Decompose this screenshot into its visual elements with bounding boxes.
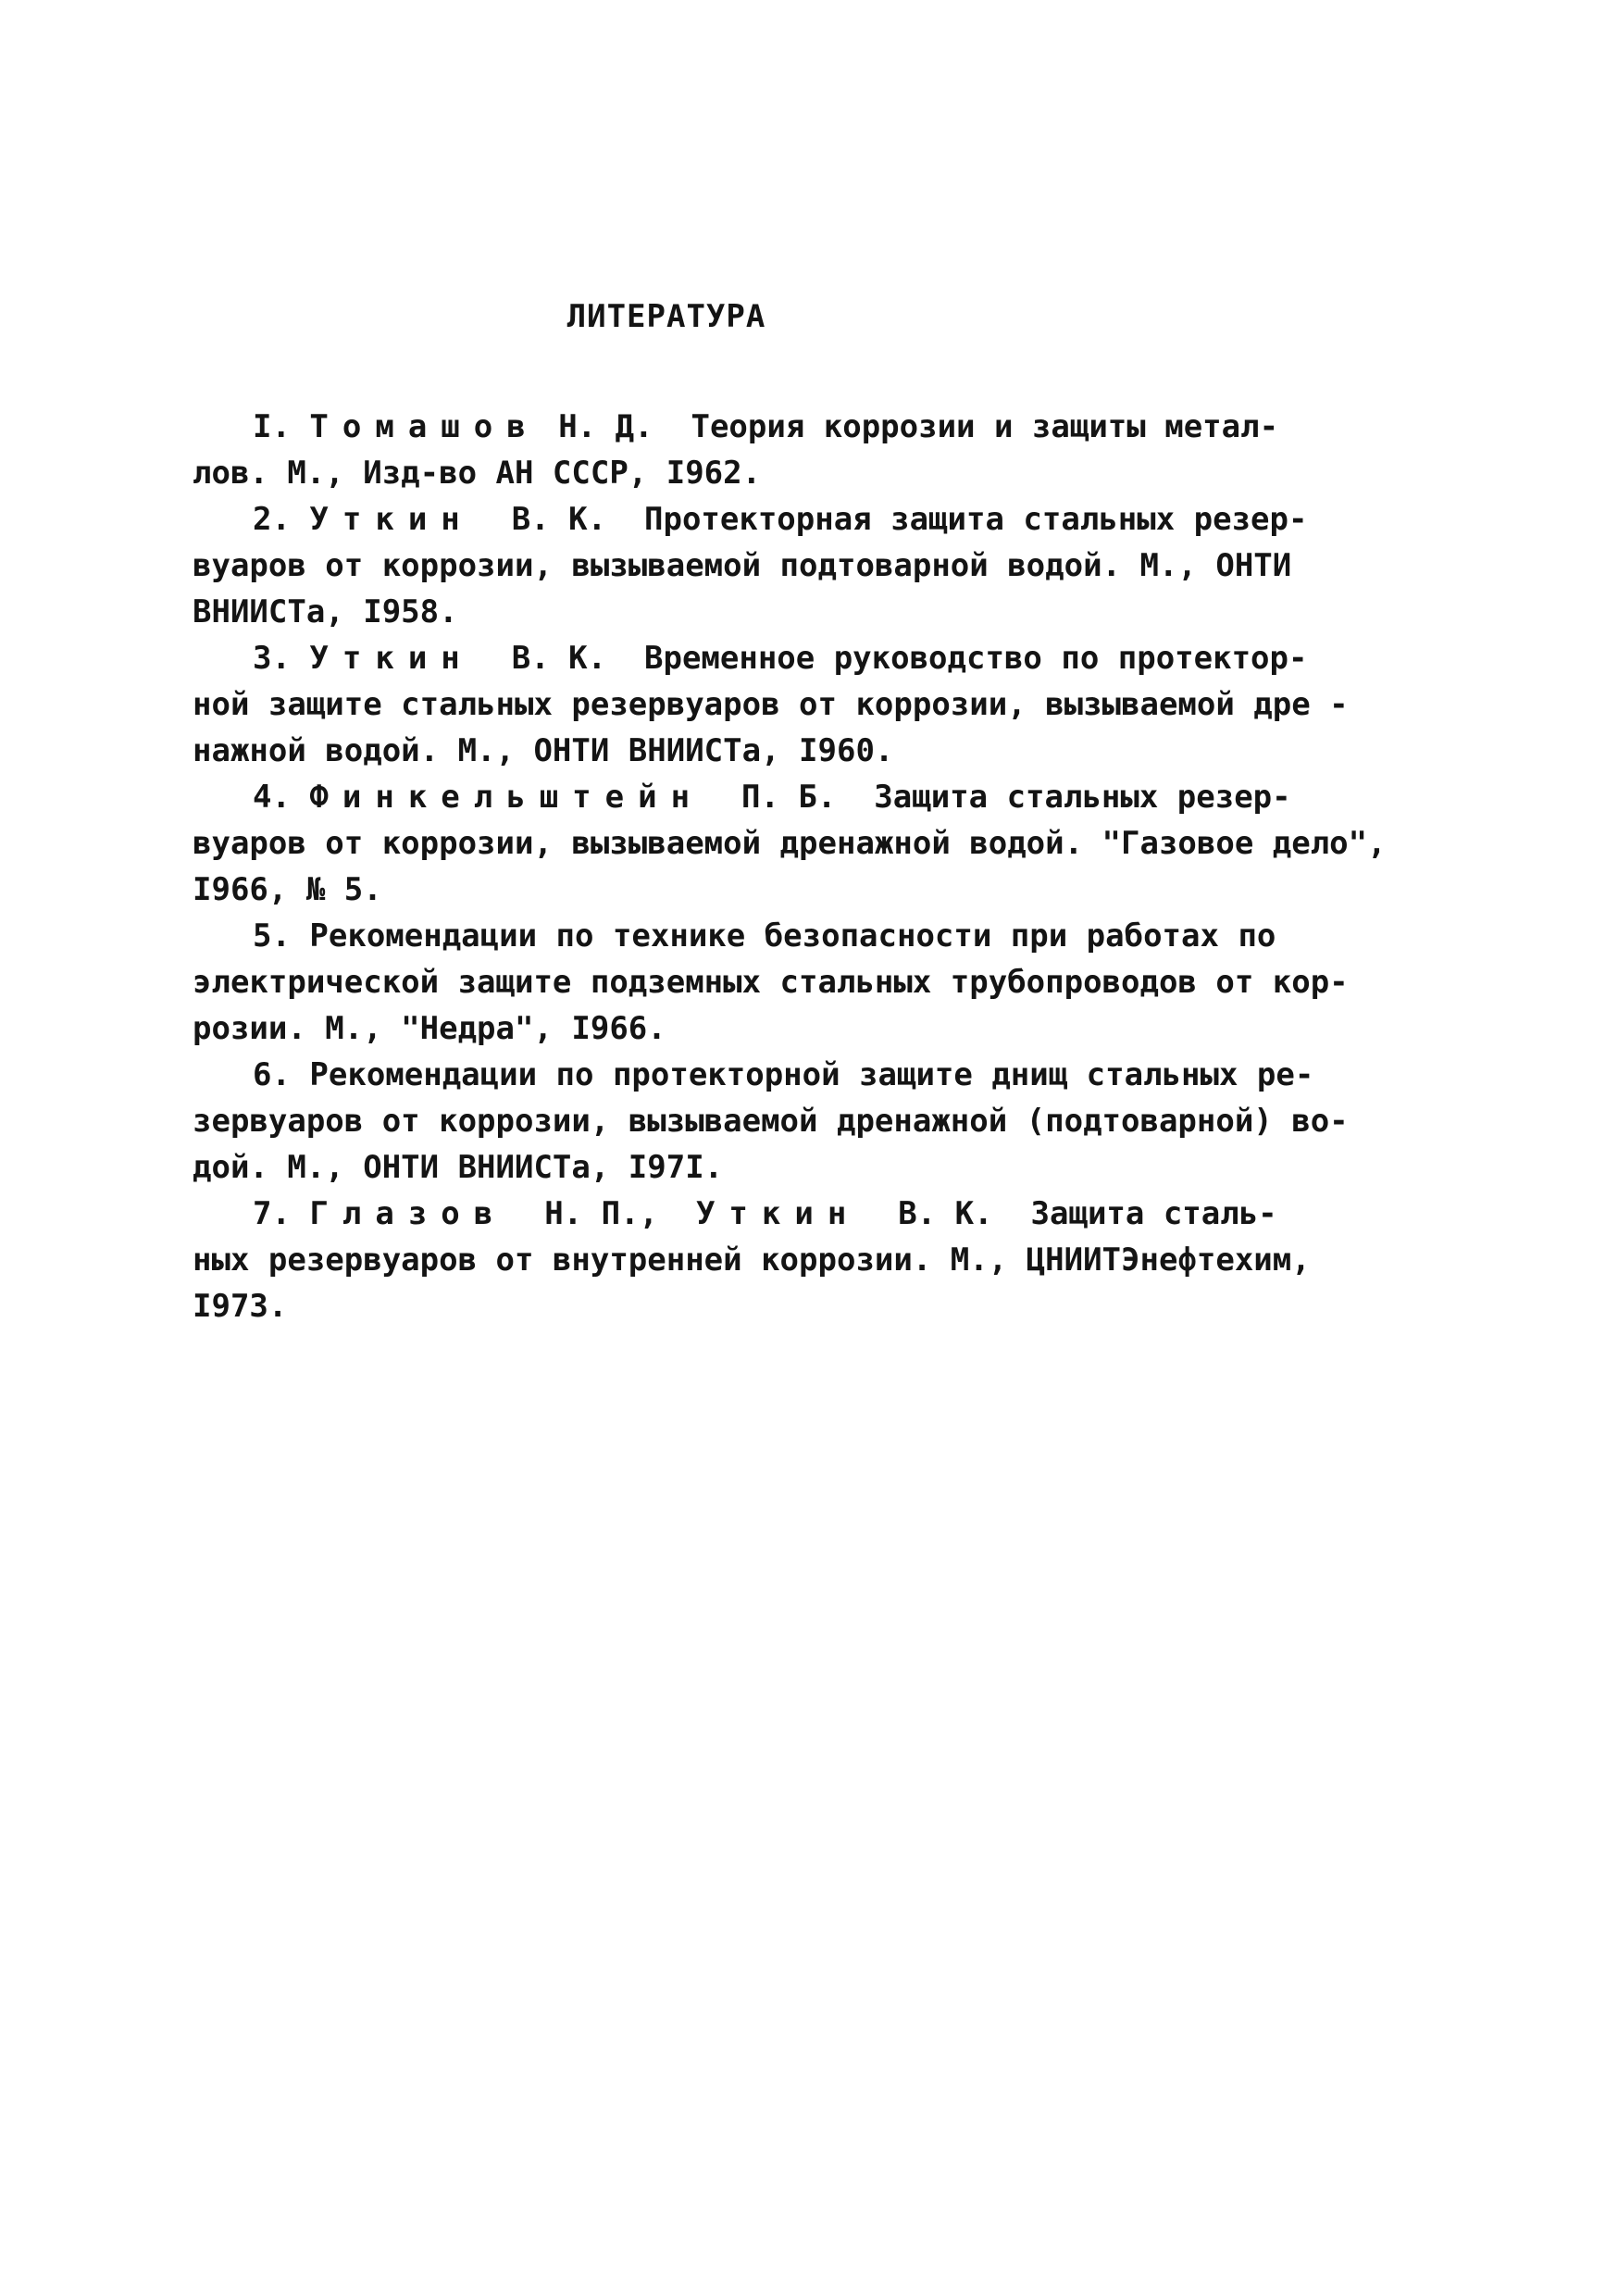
reference-number: 5. [253, 917, 310, 955]
reference-line: ной защите стальных резервуаров от коррозии, вызываемой дре - [193, 686, 1349, 723]
reference-line: вуаров от коррозии, вызываемой дренажной водой. "Газовое дело", [193, 825, 1387, 862]
reference-line: дой. М., ОНТИ ВНИИСТа, I97I. [193, 1149, 724, 1186]
reference-line: лов. М., Изд-во АН СССР, I962. [193, 455, 762, 492]
reference-author: Финкельштейн [309, 779, 704, 816]
reference-line [193, 774, 1396, 820]
reference-line: электрической защите подземных стальных трубопроводов от кор- [193, 964, 1349, 1001]
reference-line: розии. М., "Недра", I966. [193, 1010, 666, 1047]
reference-author: Уткин [309, 640, 474, 677]
reference-author: Томашов [309, 408, 540, 445]
reference-line: I966, № 5. [193, 871, 382, 908]
reference-item-1 [193, 404, 1396, 496]
reference-line [193, 404, 1396, 450]
reference-text: Н. П., [506, 1195, 696, 1232]
reference-number: 4. [253, 779, 310, 816]
reference-item-4 [193, 774, 1396, 913]
reference-number: 7. [253, 1195, 310, 1232]
reference-text: Рекомендации по технике безопасности при работах по [309, 917, 1276, 955]
reference-text: В. К. Временное руководство по протектор- [473, 640, 1308, 677]
reference-author: Глазов [309, 1195, 507, 1232]
reference-item-5 [193, 913, 1396, 1052]
reference-line [193, 1191, 1396, 1237]
reference-author: Уткин [309, 501, 474, 538]
reference-number: 6. [253, 1056, 310, 1093]
reference-text: В. К. Протекторная защита стальных резер- [473, 501, 1308, 538]
reference-item-2 [193, 496, 1396, 635]
reference-line: ВНИИСТа, I958. [193, 593, 458, 630]
reference-line [193, 635, 1396, 681]
reference-text: П. Б. Защита стальных резер- [703, 779, 1291, 816]
reference-item-6 [193, 1052, 1396, 1191]
reference-list [193, 404, 1396, 1329]
reference-item-3 [193, 635, 1396, 774]
page-title: ЛИТЕРАТУРА [566, 298, 766, 335]
reference-line [193, 1052, 1396, 1098]
reference-line: ных резервуаров от внутренней коррозии. М., ЦНИИТЭнефтехим, [193, 1242, 1311, 1279]
reference-author: Уткин [695, 1195, 861, 1232]
reference-number: I. [253, 408, 310, 445]
reference-number: 3. [253, 640, 310, 677]
reference-line: I973. [193, 1288, 288, 1325]
reference-line [193, 496, 1396, 543]
reference-text: В. К. Защита сталь- [860, 1195, 1277, 1232]
reference-number: 2. [253, 501, 310, 538]
reference-text: Н. Д. Теория коррозии и защиты метал- [539, 408, 1279, 445]
reference-line [193, 913, 1396, 959]
reference-line: нажной водой. М., ОНТИ ВНИИСТа, I960. [193, 732, 894, 769]
reference-text: Рекомендации по протекторной защите днищ стальных ре- [309, 1056, 1314, 1093]
reference-line: вуаров от коррозии, вызываемой подтоварной водой. М., ОНТИ [193, 547, 1292, 584]
reference-item-7 [193, 1191, 1396, 1329]
reference-line: зервуаров от коррозии, вызываемой дренажной (подтоварной) во- [193, 1103, 1349, 1140]
